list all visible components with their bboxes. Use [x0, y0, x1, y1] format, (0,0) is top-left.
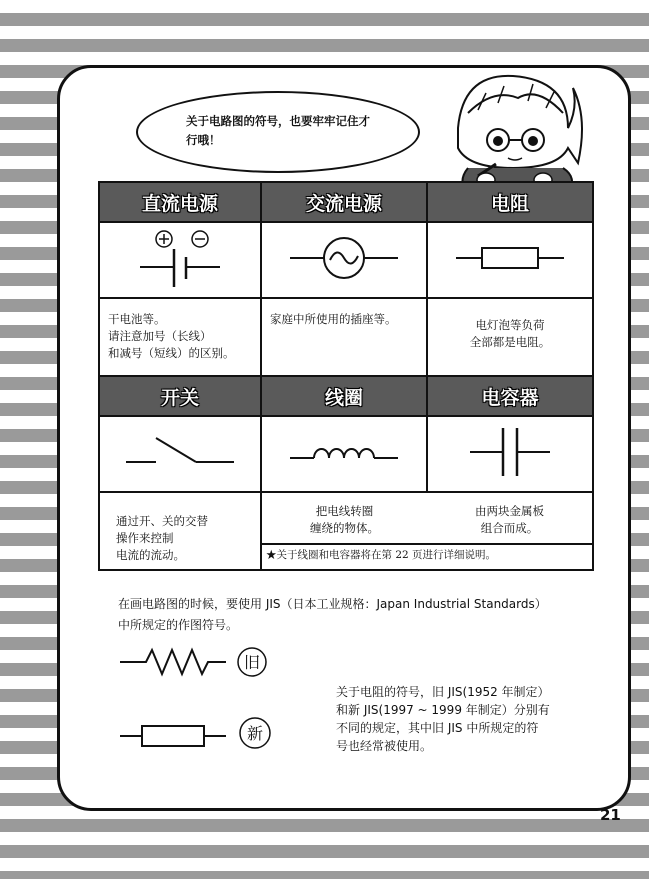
ac-desc-line-1: 家庭中所使用的插座等。: [270, 312, 397, 326]
jis-intro-paragraph: [118, 594, 588, 636]
old-label-circle: [236, 646, 268, 678]
dc-desc-line-2: 请注意加号（长线）: [108, 329, 212, 343]
dc-battery-symbol-icon: [130, 227, 230, 289]
old-jis-resistor-icon: [118, 644, 228, 680]
capacitor-symbol-cell: [427, 416, 593, 492]
coil-symbol-icon: [284, 432, 404, 472]
header-ac-power: [261, 182, 427, 222]
character-illustration: [438, 68, 588, 193]
coil-desc-line-2: 缠绕的物体。: [310, 521, 379, 535]
dc-desc-line-3: 和减号（短线）的区别。: [108, 346, 235, 360]
new-label-text: 新: [246, 724, 264, 743]
page-number: 21: [600, 806, 621, 824]
coil-capacitor-description: [261, 492, 593, 570]
header-coil: [261, 376, 427, 416]
ac-power-symbol-cell: [261, 222, 427, 298]
resistor-desc-line-1: 电灯泡等负荷: [475, 318, 545, 332]
resistor-para-line-2: 和新 JIS(1997 ~ 1999 年制定）分别有: [336, 703, 550, 717]
header-ac-power-label: 交流电源: [305, 192, 382, 215]
coil-description: [262, 503, 427, 537]
coil-desc-line-1: 把电线转圈: [315, 504, 374, 518]
header-dc-power-label: 直流电源: [141, 192, 218, 215]
resistor-symbol-paragraph: [336, 683, 586, 755]
header-switch-label: 开关: [160, 386, 199, 409]
switch-desc-line-3: 电流的流动。: [116, 548, 185, 562]
old-label-text: 旧: [243, 653, 261, 672]
switch-desc-line-2: 操作来控制: [116, 531, 174, 545]
resistor-para-line-3: 不同的规定，其中旧 JIS 中所规定的符: [336, 721, 539, 735]
coil-symbol-cell: [261, 416, 427, 492]
dc-power-symbol-cell: [99, 222, 261, 298]
ac-power-description: [261, 298, 427, 376]
speech-bubble-text: 关于电路图的符号，也要牢牢记住才行哦！: [186, 114, 370, 147]
header-resistor: [427, 182, 593, 222]
switch-symbol-cell: [99, 416, 261, 492]
new-label-circle: [238, 716, 272, 750]
capacitor-desc-line-1: 由两块金属板: [475, 504, 544, 518]
switch-description: [99, 492, 261, 570]
resistor-desc-line-2: 全部都是电阻。: [469, 335, 551, 349]
header-switch: [99, 376, 261, 416]
capacitor-symbol-icon: [450, 422, 570, 482]
header-resistor-label: 电阻: [490, 192, 529, 215]
detail-note: ★关于线圈和电容器将在第 22 页进行详细说明。: [262, 543, 592, 566]
header-capacitor: [427, 376, 593, 416]
resistor-para-line-1: 关于电阻的符号，旧 JIS(1952 年制定）: [336, 685, 550, 699]
header-dc-power: [99, 182, 261, 222]
dc-desc-line-1: 干电池等。: [108, 312, 166, 326]
resistor-para-line-4: 号也经常被使用。: [336, 739, 433, 753]
capacitor-description: [427, 503, 592, 537]
jis-intro-line-1: 在画电路图的时候，要使用 JIS（日本工业规格：Japan Industrial Standards）: [118, 597, 547, 611]
capacitor-desc-line-2: 组合而成。: [480, 521, 539, 535]
ac-source-symbol-icon: [284, 228, 404, 288]
switch-symbol-icon: [120, 432, 240, 472]
resistor-symbol-cell: [427, 222, 593, 298]
dc-power-description: [99, 298, 261, 376]
resistor-symbol-icon: [450, 238, 570, 278]
circuit-symbol-table: [98, 181, 594, 571]
new-jis-resistor-icon: [118, 718, 228, 754]
resistor-description: [427, 298, 593, 376]
header-coil-label: 线圈: [324, 386, 363, 409]
jis-intro-line-2: 中所规定的作图符号。: [118, 618, 239, 632]
header-capacitor-label: 电容器: [481, 386, 539, 409]
switch-desc-line-1: 通过开、关的交替: [116, 514, 208, 528]
